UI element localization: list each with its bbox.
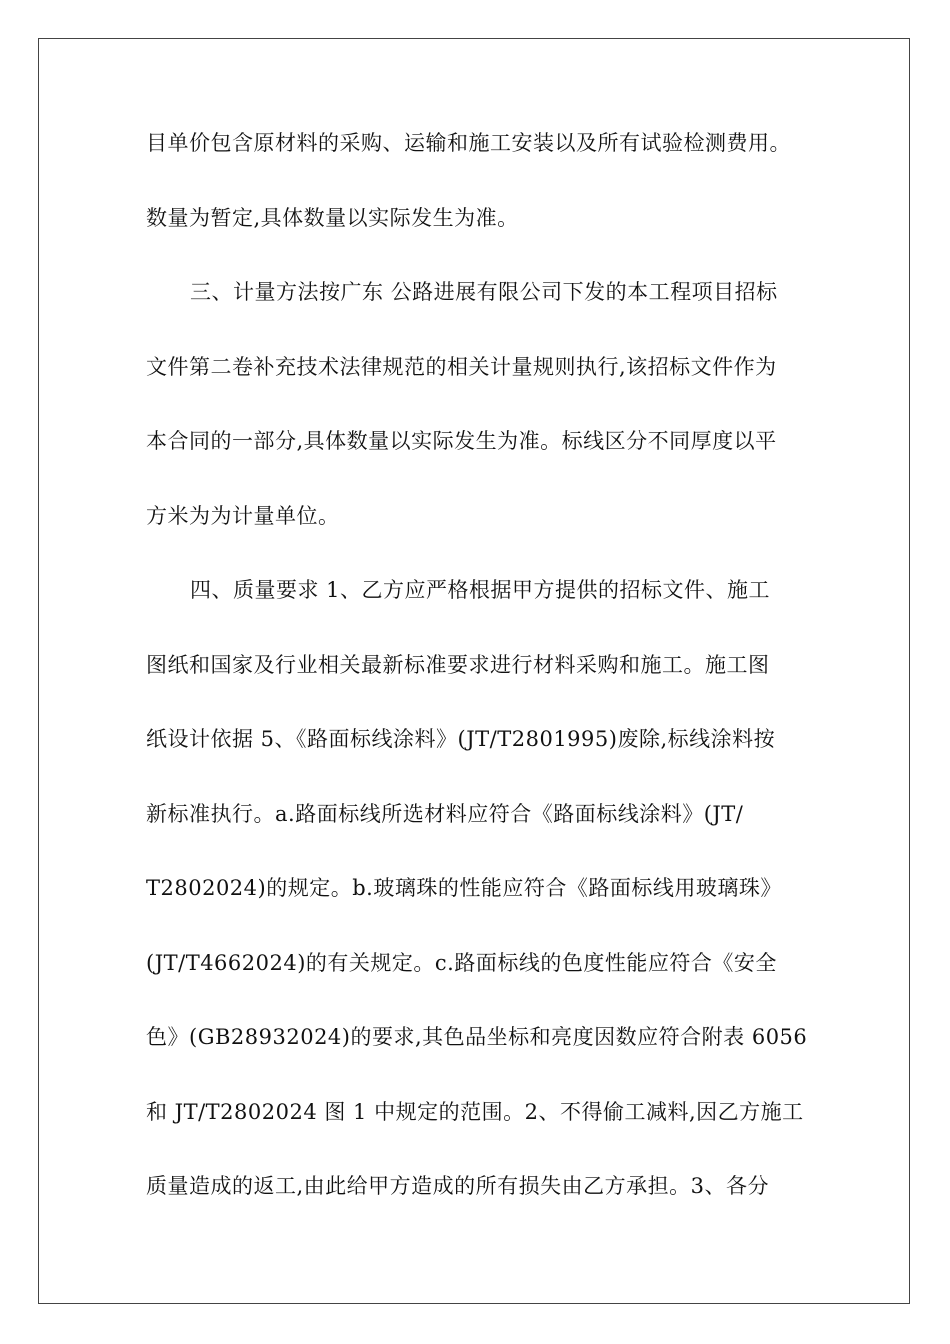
text-line: 目单价包含原材料的采购、运输和施工安装以及所有试验检测费用。 <box>146 131 791 155</box>
text-line: T2802024)的规定。b.玻璃珠的性能应符合《路面标线用玻璃珠》 <box>146 876 782 900</box>
text-line: 和 JT/T2802024 图 1 中规定的范围。2、不得偷工减料,因乙方施工 <box>146 1099 804 1124</box>
text-line: 数量为暂定,具体数量以实际发生为准。 <box>146 205 519 230</box>
paragraph-start-line: 四、质量要求 1、乙方应严格根据甲方提供的招标文件、施工 <box>190 578 771 602</box>
text-line: (JT/T4662024)的有关规定。c.路面标线的色度性能应符合《安全 <box>146 950 777 975</box>
text-line: 方米为为计量单位。 <box>146 503 340 528</box>
paragraph-start-line: 三、计量方法按广东 公路进展有限公司下发的本工程项目招标 <box>190 280 778 304</box>
text-line: 图纸和国家及行业相关最新标准要求进行材料采购和施工。施工图 <box>146 652 770 677</box>
text-line: 纸设计依据 5、《路面标线涂料》(JT/T2801995)废除,标线涂料按 <box>146 727 776 751</box>
text-line: 本合同的一部分,具体数量以实际发生为准。标线区分不同厚度以平 <box>146 429 777 453</box>
text-line: 文件第二卷补充技术法律规范的相关计量规则执行,该招标文件作为 <box>146 354 777 379</box>
text-line: 色》(GB28932024)的要求,其色品坐标和亮度因数应符合附表 6056 <box>146 1025 808 1049</box>
text-line: 质量造成的返工,由此给甲方造成的所有损失由乙方承担。3、各分 <box>146 1174 770 1198</box>
text-line: 新标准执行。a.路面标线所选材料应符合《路面标线涂料》(JT/ <box>146 801 744 826</box>
document-body <box>146 128 806 1246</box>
